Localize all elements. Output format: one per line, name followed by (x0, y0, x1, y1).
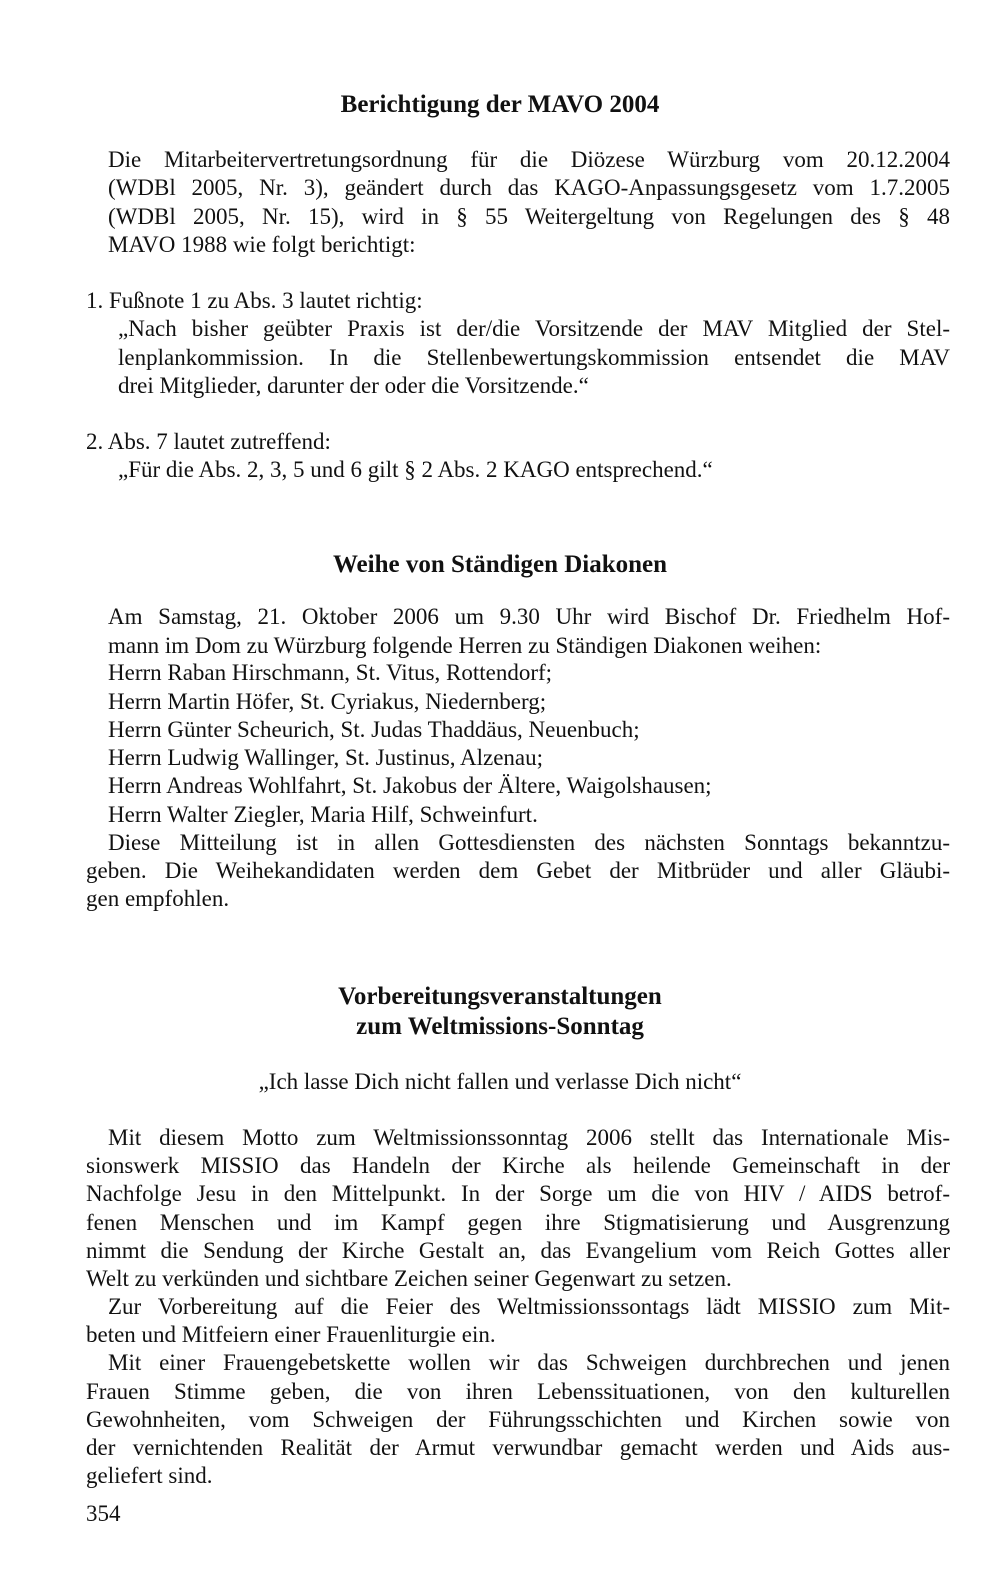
list-item-heading: 2. Abs. 7 lautet zutreffend: (86, 429, 331, 454)
text-line: Welt zu verkünden und sichtbare Zeichen seiner Gegenwart zu setzen. (86, 1266, 732, 1291)
heading-mission-sunday-line2: zum Weltmissions-Sonntag (356, 1013, 644, 1040)
list-item: Herrn Ludwig Wallinger, St. Justinus, Alzenau; (108, 745, 544, 770)
text-line: Gewohnheiten, vom Schweigen der Führungsschichten und Kirchen sowie von (86, 1407, 950, 1432)
text-line: „Für die Abs. 2, 3, 5 und 6 gilt § 2 Abs. 2 KAGO entsprechend.“ (118, 457, 713, 482)
text-line: (WDBl 2005, Nr. 3), geändert durch das KAGO-Anpassungsgesetz vom 1.7.2005 (108, 175, 950, 200)
text-line: Am Samstag, 21. Oktober 2006 um 9.30 Uhr wird Bischof Dr. Friedhelm Hof- (108, 604, 950, 629)
heading-mavo-correction: Berichtigung der MAVO 2004 (340, 91, 660, 118)
text-line: (WDBl 2005, Nr. 15), wird in § 55 Weitergeltung von Regelungen des § 48 (108, 204, 950, 229)
text-line: der vernichtenden Realität der Armut verwundbar gemacht werden und Aids aus- (86, 1435, 950, 1460)
text-line: mann im Dom zu Würzburg folgende Herren zu Ständigen Diakonen weihen: (108, 633, 822, 658)
text-line: nimmt die Sendung der Kirche Gestalt an, das Evangelium vom Reich Gottes aller (86, 1238, 950, 1263)
text-line: „Nach bisher geübter Praxis ist der/die Vorsitzende der MAV Mitglied der Stel- (118, 316, 950, 341)
text-line: Die Mitarbeitervertretungsordnung für die Diözese Würzburg vom 20.12.2004 (108, 147, 950, 172)
list-item-heading: 1. Fußnote 1 zu Abs. 3 lautet richtig: (86, 288, 423, 313)
list-item: Herrn Raban Hirschmann, St. Vitus, Rottendorf; (108, 660, 553, 685)
list-item: Herrn Martin Höfer, St. Cyriakus, Niedernberg; (108, 689, 547, 714)
text-line: sionswerk MISSIO das Handeln der Kirche als heilende Gemeinschaft in der (86, 1153, 950, 1178)
text-line: beten und Mitfeiern einer Frauenliturgie ein. (86, 1322, 496, 1347)
text-line: MAVO 1988 wie folgt berichtigt: (108, 232, 416, 257)
heading-deacon-ordination: Weihe von Ständigen Diakonen (332, 551, 668, 578)
text-line: Nachfolge Jesu in den Mittelpunkt. In der Sorge um die von HIV / AIDS betrof- (86, 1181, 950, 1206)
text-line: geben. Die Weihekandidaten werden dem Gebet der Mitbrüder und aller Gläubi- (86, 858, 950, 883)
text-line: Frauen Stimme geben, die von ihren Lebenssituationen, von den kulturellen (86, 1379, 950, 1404)
text-line: fenen Menschen und im Kampf gegen ihre Stigmatisierung und Ausgrenzung (86, 1210, 950, 1235)
text-line: Mit diesem Motto zum Weltmissionssonntag 2006 stellt das Internationale Mis- (108, 1125, 950, 1150)
text-line: Diese Mitteilung ist in allen Gottesdiensten des nächsten Sonntags bekanntzu- (108, 830, 950, 855)
page-number: 354 (86, 1501, 121, 1526)
text-line: drei Mitglieder, darunter der oder die Vorsitzende.“ (118, 373, 589, 398)
list-item: Herrn Andreas Wohlfahrt, St. Jakobus der Ältere, Waigolshausen; (108, 773, 712, 798)
text-line: Mit einer Frauengebetskette wollen wir das Schweigen durchbrechen und jenen (108, 1350, 950, 1375)
text-line: Zur Vorbereitung auf die Feier des Weltmissionssontags lädt MISSIO zum Mit- (108, 1294, 950, 1319)
list-item: Herrn Günter Scheurich, St. Judas Thaddäus, Neuenbuch; (108, 717, 640, 742)
list-item: Herrn Walter Ziegler, Maria Hilf, Schweinfurt. (108, 802, 538, 827)
text-line: gen empfohlen. (86, 886, 230, 911)
heading-mission-sunday-line1: Vorbereitungsveranstaltungen (338, 983, 662, 1010)
text-line: lenplankommission. In die Stellenbewertungskommission entsendet die MAV (118, 345, 950, 370)
text-line: geliefert sind. (86, 1463, 213, 1488)
motto-quote: „Ich lasse Dich nicht fallen und verlasse Dich nicht“ (258, 1069, 742, 1094)
